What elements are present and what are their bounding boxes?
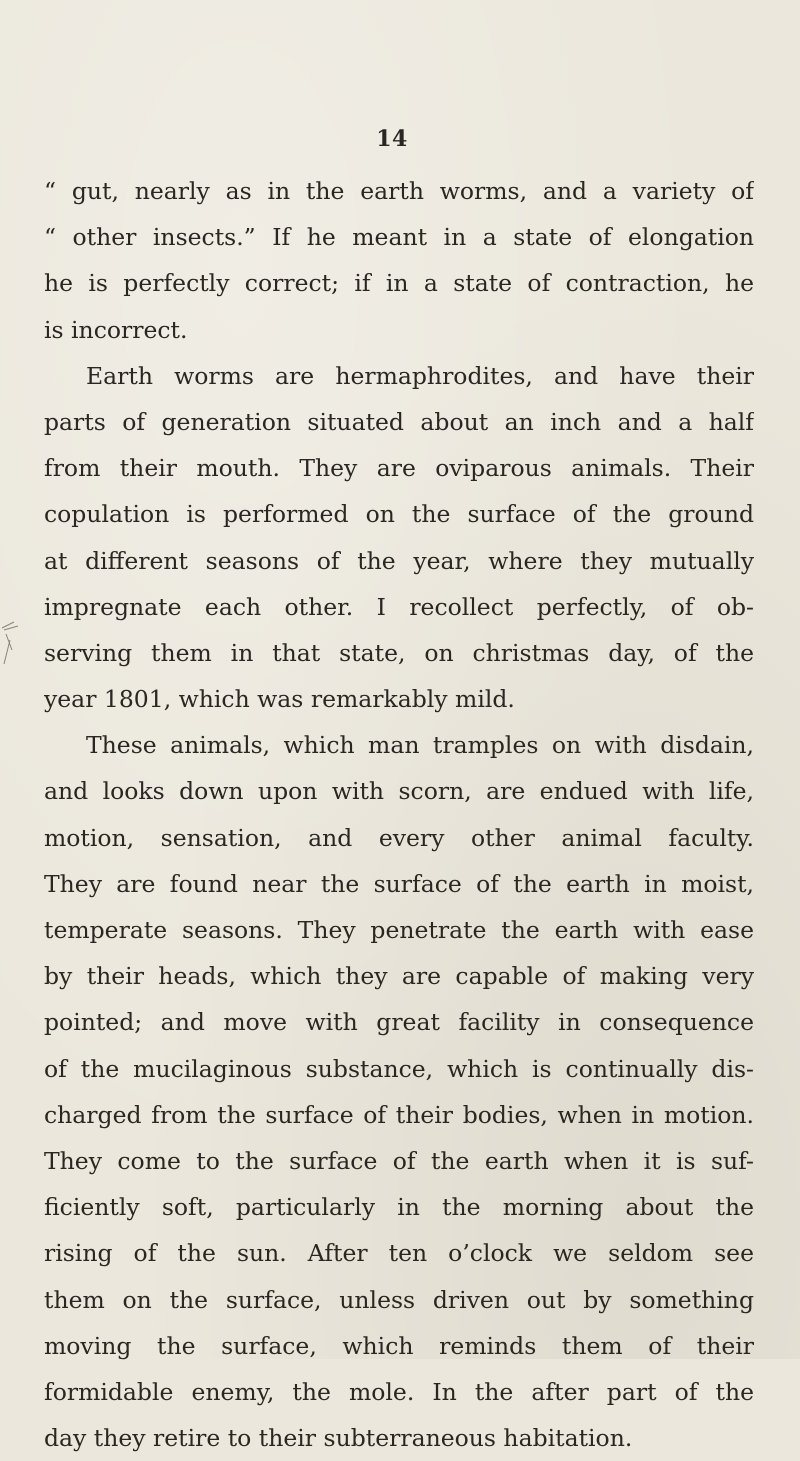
text-line: rising of the sun. After ten o’clock we seldom see [44,1239,754,1268]
text-line: formidable enemy, the mole. In the after part of the [44,1377,754,1406]
text-line: “ other insects.” If he meant in a state of elongation [44,223,754,252]
text-line: parts of generation situated about an inch and a half [44,407,754,436]
text-line: by their heads, which they are capable of making very [44,962,754,991]
text-line: impregnate each other. I recollect perfectly, of ob- [44,592,754,621]
text-line: is incorrect. [44,315,188,344]
body-text [44,168,754,1461]
text-line: These animals, which man tramples on with disdain, [86,731,754,760]
text-line: motion, sensation, and every other animal faculty. [44,823,754,852]
text-line: temperate seasons. They penetrate the earth with ease [44,916,754,944]
margin-mark-icon [0,620,30,680]
text-line: of the mucilaginous substance, which is continually dis- [44,1054,754,1083]
text-line: copulation is performed on the surface of the ground [44,500,754,529]
text-line: Earth worms are hermaphrodites, and have their [86,361,754,390]
text-line: from their mouth. They are oviparous animals. Their [44,454,754,483]
text-line: “ gut, nearly as in the earth worms, and a variety of [44,177,754,205]
text-line: at different seasons of the year, where they mutually [44,546,754,575]
text-line: They are found near the surface of the earth in moist, [44,869,754,898]
text-line: ficiently soft, particularly in the morning about the [44,1193,754,1222]
text-line: serving them in that state, on christmas day, of the [44,638,754,667]
text-line: pointed; and move with great facility in consequence [44,1008,754,1037]
text-line: charged from the surface of their bodies, when in motion. [44,1100,754,1129]
text-line: day they retire to their subterraneous habitation. [44,1424,633,1453]
text-line: and looks down upon with scorn, are endued with life, [44,777,754,806]
text-line: They come to the surface of the earth when it is suf- [44,1146,754,1175]
page-number: 14 [376,126,408,152]
text-line: them on the surface, unless driven out by something [44,1285,754,1314]
text-line: year 1801, which was remarkably mild. [44,685,515,714]
text-line: moving the surface, which reminds them of their [44,1331,754,1360]
text-line: he is perfectly correct; if in a state of contraction, he [44,269,754,298]
